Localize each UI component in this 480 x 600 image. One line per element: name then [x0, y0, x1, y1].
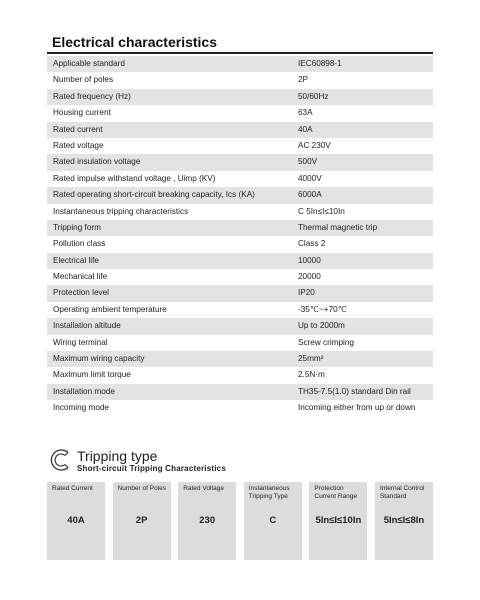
- spec-row: [47, 351, 433, 367]
- spec-row-label: Maximum limit torque: [53, 370, 131, 380]
- spec-row-label: Wiring terminal: [53, 337, 108, 347]
- spec-row-value: Incoming either from up or down: [298, 403, 416, 413]
- spec-row: [47, 318, 433, 334]
- spec-row-value: 40A: [298, 124, 313, 134]
- spec-row: [47, 56, 433, 72]
- tripping-card-label: Protection Current Range: [314, 485, 358, 500]
- tripping-card: [47, 482, 105, 560]
- spec-row-label: Housing current: [53, 108, 111, 118]
- spec-row-value: TH35-7.5(1.0) standard Din rail: [298, 386, 411, 396]
- tripping-subtitle: Short-circuit Tripping Characteristics: [77, 464, 226, 473]
- spec-row-value: Class 2: [298, 239, 326, 249]
- spec-row-value: IEC60898-1: [298, 59, 342, 68]
- spec-row: [47, 302, 433, 318]
- spec-row: [47, 122, 433, 138]
- spec-row-label: Tripping form: [53, 222, 101, 232]
- spec-row-value: 20000: [298, 272, 321, 282]
- spec-row-value: Up to 2000m: [298, 321, 345, 331]
- spec-row-value: 2P: [298, 75, 309, 85]
- spec-rows: [47, 56, 433, 417]
- spec-row-label: Rated impulse withstand voltage , Uimp (KV): [53, 173, 216, 183]
- tripping-cards: [47, 482, 433, 560]
- spec-row: [47, 236, 433, 252]
- spec-row: [47, 384, 433, 400]
- tripping-card-value: C: [269, 515, 277, 526]
- spec-row-label: Rated frequency (Hz): [53, 91, 131, 101]
- tripping-card-label: Internal Control Standard: [379, 485, 425, 500]
- spec-row: [47, 220, 433, 236]
- spec-row: [47, 72, 433, 88]
- spec-row-value: -35℃~+70℃: [298, 304, 347, 314]
- spec-row-label: Protection level: [53, 288, 109, 298]
- spec-row-label: Installation mode: [53, 386, 115, 396]
- spec-row-value: 500V: [298, 157, 318, 167]
- spec-row-value: 2.5N·m: [298, 370, 325, 380]
- spec-row: [47, 187, 433, 203]
- spec-row-value: Thermal magnetic trip: [298, 222, 378, 232]
- tripping-card: [113, 482, 171, 560]
- spec-row: [47, 367, 433, 383]
- spec-row: [47, 269, 433, 285]
- spec-row-label: Pollution class: [53, 239, 106, 249]
- spec-row-label: Incoming mode: [53, 403, 109, 413]
- tripping-card-value: 5In≤I≤10In: [315, 515, 362, 526]
- tripping-card-label: Rated Voltage: [183, 485, 225, 492]
- tripping-card-value: 40A: [67, 515, 85, 526]
- electrical-characteristics-table: [47, 33, 433, 417]
- spec-title: Electrical characteristics: [47, 33, 433, 54]
- spec-row-label: Rated voltage: [53, 140, 104, 150]
- spec-row-label: Rated current: [53, 124, 103, 134]
- spec-row-label: Number of poles: [53, 75, 114, 85]
- tripping-card-value: 230: [199, 515, 216, 526]
- tripping-card-label: Rated Current: [52, 485, 93, 492]
- spec-row-label: Applicable standard: [53, 59, 125, 68]
- spec-row-label: Mechanical life: [53, 272, 108, 282]
- spec-row-value: 63A: [298, 108, 313, 118]
- spec-row: [47, 138, 433, 154]
- tripping-card-label: Number of Poles: [117, 485, 167, 492]
- spec-row-label: Operating ambient temperature: [53, 304, 167, 314]
- spec-row-value: 25mm²: [298, 354, 324, 364]
- spec-row: [47, 253, 433, 269]
- spec-row: [47, 154, 433, 170]
- spec-row-value: 4000V: [298, 173, 322, 183]
- spec-row-label: Rated operating short-circuit breaking capacity, Ics (KA): [53, 190, 255, 200]
- spec-row-label: Maximum wiring capacity: [53, 354, 145, 364]
- tripping-card-label: Instantaneous Tripping Type: [248, 485, 290, 500]
- spec-row: [47, 285, 433, 301]
- spec-row-label: Rated insulation voltage: [53, 157, 141, 167]
- tripping-card-value: 2P: [135, 515, 148, 526]
- spec-row-value: 6000A: [298, 190, 322, 200]
- spec-row-value: 10000: [298, 255, 321, 265]
- spec-row-value: Screw crimping: [298, 337, 354, 347]
- tripping-card: [178, 482, 236, 560]
- spec-row-label: Installation altitude: [53, 321, 121, 331]
- spec-row: [47, 89, 433, 105]
- spec-row-value: IP20: [298, 288, 315, 298]
- tripping-card: [244, 482, 302, 560]
- spec-row-value: C 5In≤I≤10In: [298, 206, 345, 216]
- spec-row-value: AC 230V: [298, 140, 331, 150]
- tripping-title: Tripping type: [77, 448, 158, 464]
- tripping-type-section: [47, 447, 433, 526]
- spec-row: [47, 400, 433, 416]
- spec-row: [47, 105, 433, 121]
- tripping-card: [309, 482, 367, 560]
- tripping-card-value: 5In≤I≤8In: [383, 515, 425, 526]
- tripping-card: [375, 482, 433, 560]
- c-curve-icon: [47, 447, 73, 473]
- tripping-header: [47, 447, 433, 474]
- spec-row: [47, 335, 433, 351]
- spec-row-value: 50/60Hz: [298, 91, 329, 101]
- spec-row-label: Electrical life: [53, 255, 99, 265]
- spec-row: [47, 204, 433, 220]
- spec-row: [47, 171, 433, 187]
- spec-row-label: Instantaneous tripping characteristics: [53, 206, 189, 216]
